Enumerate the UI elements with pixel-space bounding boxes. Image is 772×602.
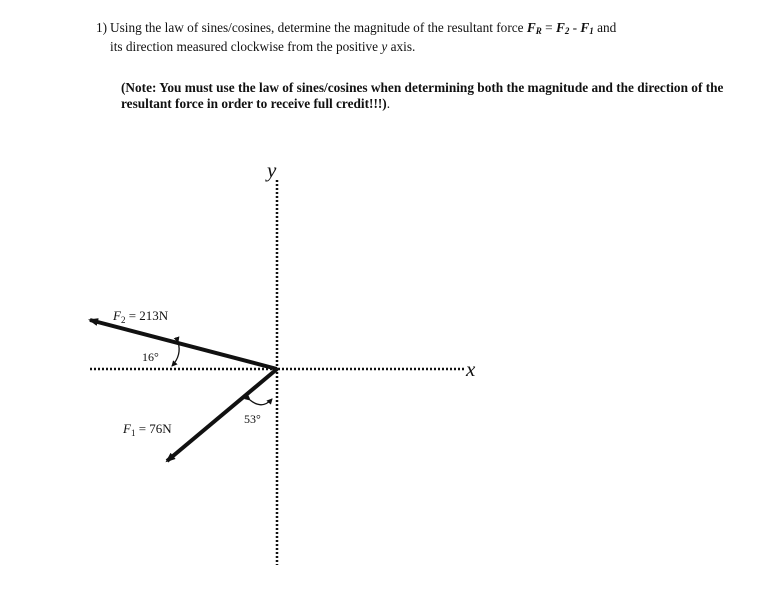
- f1-label-value: = 76N: [135, 421, 172, 436]
- f2-label-value: = 213N: [125, 308, 169, 323]
- problem-line1-end: and: [593, 20, 617, 35]
- x-axis-label: x: [466, 357, 476, 381]
- f1-label-subscript: 1: [130, 428, 136, 438]
- fr-subscript: R: [535, 26, 542, 36]
- angle-label-16: 16°: [142, 350, 159, 364]
- y-axis-ref: y: [381, 39, 388, 54]
- f2-label-subscript: 2: [120, 315, 126, 325]
- f2-subscript: 2: [564, 26, 570, 36]
- f1-label: [122, 421, 172, 438]
- problem-line2-start: its direction measured clockwise from the positive: [110, 39, 382, 54]
- note-text: (Note: You must use the law of sines/cosines when determining both the magnitude and the direction of the resultant force in order to receive full credit!!!): [121, 80, 724, 111]
- f2-letter: F: [555, 20, 565, 35]
- angle-label-53: 53°: [244, 412, 261, 426]
- problem-line2-end: axis.: [387, 39, 416, 54]
- f2-label-letter: F: [113, 308, 121, 323]
- f2-label: [112, 308, 169, 325]
- f1-label-letter: F: [123, 421, 131, 436]
- minus-sign: -: [569, 20, 581, 35]
- f1-letter: F: [580, 20, 590, 35]
- note-tail: .: [386, 96, 391, 111]
- f1-subscript: 1: [589, 26, 594, 36]
- angle-arc-16: [172, 342, 179, 366]
- y-axis-label: y: [267, 158, 277, 182]
- f2-vector: [90, 320, 277, 369]
- problem-number: 1): [96, 20, 108, 35]
- fr-letter: F: [526, 20, 536, 35]
- problem-line1-start: Using the law of sines/cosines, determine the magnitude of the resultant force: [110, 20, 527, 35]
- angle-arc-53: [250, 399, 272, 405]
- equals-sign: =: [541, 20, 556, 35]
